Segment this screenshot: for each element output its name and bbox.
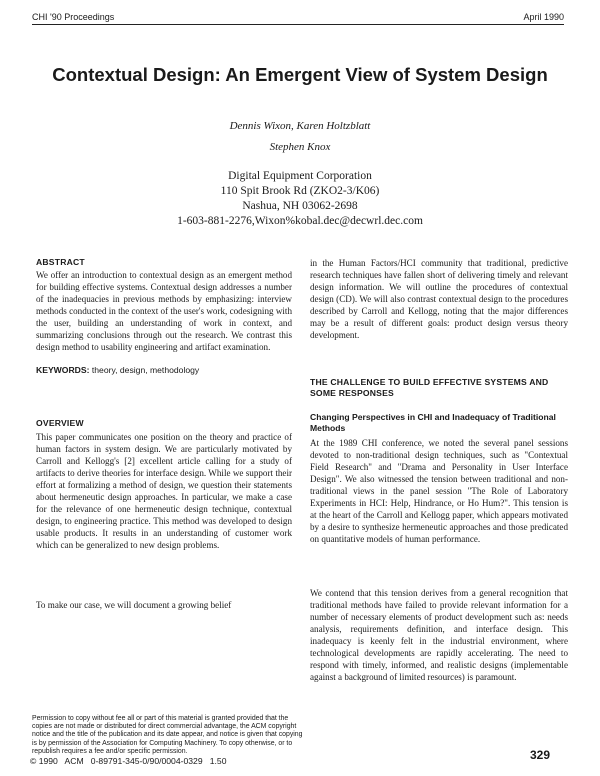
keywords-text: theory, design, methodology (91, 365, 200, 375)
affiliation-contact: 1-603-881-2276,Wixon%kobal.dec@decwrl.dec.com (177, 215, 423, 227)
running-header-proceedings: CHI '90 Proceedings (32, 12, 115, 22)
keywords-line (36, 365, 199, 375)
footer-copyright: © 1990 ACM 0-89791-345-0/90/0004-0329 1.50 (30, 756, 227, 766)
tension-paragraph-text: We contend that this tension derives from a general recognition that traditional methods have failed to provide relevant information for a number of necessary elements of product development such as: needs analysis, requirements definition, and interface design. This inadequacy is keenly felt in the industrial environment, where technological developments are rapidly accelerating. The need to respond with timely, informed, and realistic designs (implementable against a background of limited resources) is paramount. (310, 588, 568, 683)
affiliation-street: 110 Spit Brook Rd (ZKO2-3/K06) (220, 185, 380, 197)
running-header-date: April 1990 (523, 12, 564, 22)
intro-paragraph: in the Human Factors/HCI community that traditional, predictive research techniques have fallen short of delivering timely and relevant design information. We will outline the procedures of contextual design (CD). We will also contrast contextual design to the procedures described by Carroll and Kellogg, noting that the major differences may be a result of different goals: product design versus theory development. (310, 258, 568, 341)
affiliation-organization: Digital Equipment Corporation (228, 170, 372, 182)
paper-title: Contextual Design: An Emergent View of System Design (52, 64, 548, 85)
overview-paragraph-1: This paper communicates one position on the theory and practice of human factors in system design. We are particularly motivated by Carroll and Kellogg's [2] excellent article calling for a study of artifacts to derive theories for interface design. While we support their effort at formalizing a method of design, we question their statements about hermeneutic design approaches. In particular, we make a case for the relevance of one hermeneutic design technique, contextual design, to engineering practice. This method was developed to design usable products. It results in an understanding of customer work which can be generalized to new design problems. (36, 432, 292, 551)
right-column-intro (310, 257, 568, 341)
header-rule (32, 24, 564, 25)
overview-paragraph-2: To make our case, we will document a growing belief (36, 600, 232, 610)
authors-line-2: Stephen Knox (269, 141, 331, 153)
page-number: 329 (530, 748, 551, 762)
changing-perspectives-subheading: Changing Perspectives in CHI and Inadequacy of Traditional Methods (310, 412, 556, 433)
keywords-label: KEYWORDS: (36, 365, 90, 375)
chi-conference-paragraph (310, 437, 568, 545)
abstract-paragraph: We offer an introduction to contextual design as an emergent method for building effective systems. Contextual design addresses a number of the inadequacies in previous methods by emphasizing: interview methods conducted in the context of the user's work, codesigning with the user, building an understanding of work in context, and summarizing conclusions through out the research. We contrast this design method to usability engineering and artifact examination. (36, 270, 292, 353)
overview-heading: OVERVIEW (36, 418, 84, 428)
abstract-heading: ABSTRACT (36, 257, 85, 267)
affiliation-city: Nashua, NH 03062-2698 (242, 200, 358, 212)
abstract-body (36, 269, 292, 353)
copyright-permission-notice: Permission to copy without fee all or part of this material is granted provided that the copies are not made or distributed for direct commercial advantage, the ACM copyright notice and the title of the publication and its date appear, and notice is given that copying is by permission of the Association for Computing Machinery. To copy otherwise, or to republish requires a fee and/or specific permission. (32, 715, 303, 755)
authors-line-1: Dennis Wixon, Karen Holtzblatt (229, 120, 371, 132)
tension-paragraph (310, 587, 568, 683)
chi-paragraph-text: At the 1989 CHI conference, we noted the several panel sessions devoted to non-traditional design techniques, such as "Contextual Field Research" and "Drama and Personality in User Interface Design". We also witnessed the tension between traditional and non-traditional views in the panel session "The Role of Laboratory Experiments in HCI: Help, Hindrance, or Ho Hum?". This tension is at the heart of the Carroll and Kellogg paper, which appears motivated by a desire to synthesize hermeneutic approaches and those predicated on quantitative models of human performance. (310, 438, 568, 545)
challenge-section-heading: THE CHALLENGE TO BUILD EFFECTIVE SYSTEMS AND SOME RESPONSES (310, 377, 549, 398)
overview-body-continued (36, 599, 292, 611)
overview-body (36, 431, 292, 551)
